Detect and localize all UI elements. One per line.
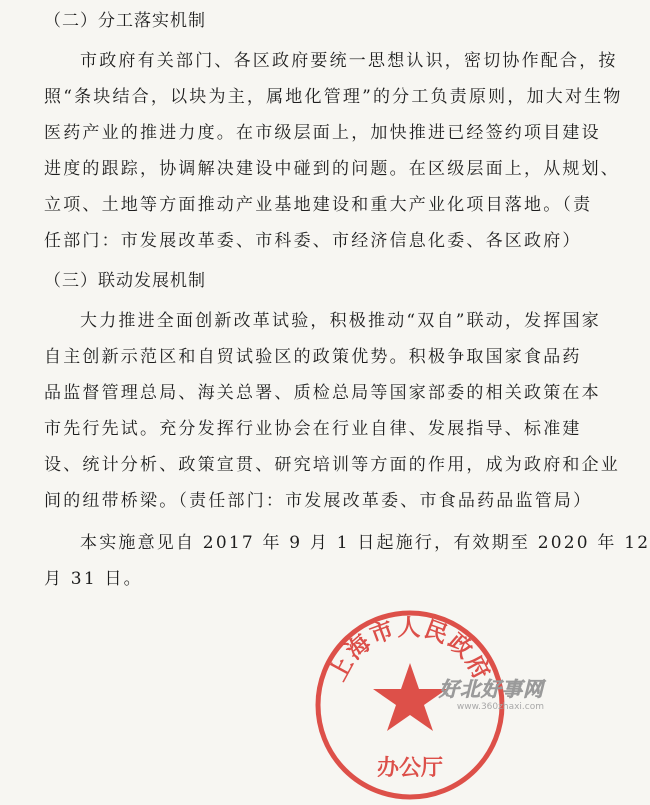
paragraph-line: 市政府有关部门、各区政府要统一思想认识，密切协作配合，按: [80, 51, 618, 71]
paragraph-line: 市先行先试。充分发挥行业协会在行业自律、发展指导、标准建: [44, 419, 582, 439]
paragraph-line: 设、统计分析、政策宣贯、研究培训等方面的作用，成为政府和企业: [44, 455, 620, 475]
seal-bottom-text: 办公厅: [376, 756, 444, 781]
watermark: [439, 673, 544, 712]
paragraph-line: 品监督管理总局、海关总署、质检总局等国家部委的相关政策在本: [44, 383, 601, 403]
closing-line: 月 31 日。: [44, 569, 143, 589]
seal-star-icon: [373, 663, 447, 731]
paragraph-line: 立项、土地等方面推动产业基地建设和重大产业化项目落地。（责: [44, 195, 593, 215]
closing-line: 本实施意见自 2017 年 9 月 1 日起施行，有效期至 2020 年 12: [80, 533, 650, 553]
seal-text: 上海市人民政府: [324, 615, 496, 686]
watermark-title: 好北好事网: [439, 677, 544, 701]
watermark-url: www.360zhaxi.com: [456, 702, 544, 712]
paragraph-line: 医药产业的推进力度。在市级层面上，加快推进已经签约项目建设: [44, 123, 601, 143]
section-heading-linkage-development: （三）联动发展机制: [44, 271, 206, 291]
paragraph-line: 自主创新示范区和自贸试验区的政策优势。积极争取国家食品药: [44, 347, 582, 367]
section-heading-division-of-labor: （二）分工落实机制: [44, 11, 206, 31]
paragraph-line: 大力推进全面创新改革试验，积极推动“双自”联动，发挥国家: [80, 311, 601, 331]
paragraph-line: 任部门：市发展改革委、市科委、市经济信息化委、各区政府）: [44, 231, 582, 251]
paragraph-line: 进度的跟踪，协调解决建设中碰到的问题。在区级层面上，从规划、: [44, 159, 620, 179]
paragraph-line: 间的纽带桥梁。（责任部门：市发展改革委、市食品药品监管局）: [44, 491, 593, 511]
paragraph-line: 照“条块结合，以块为主，属地化管理”的分工负责原则，加大对生物: [44, 87, 623, 107]
